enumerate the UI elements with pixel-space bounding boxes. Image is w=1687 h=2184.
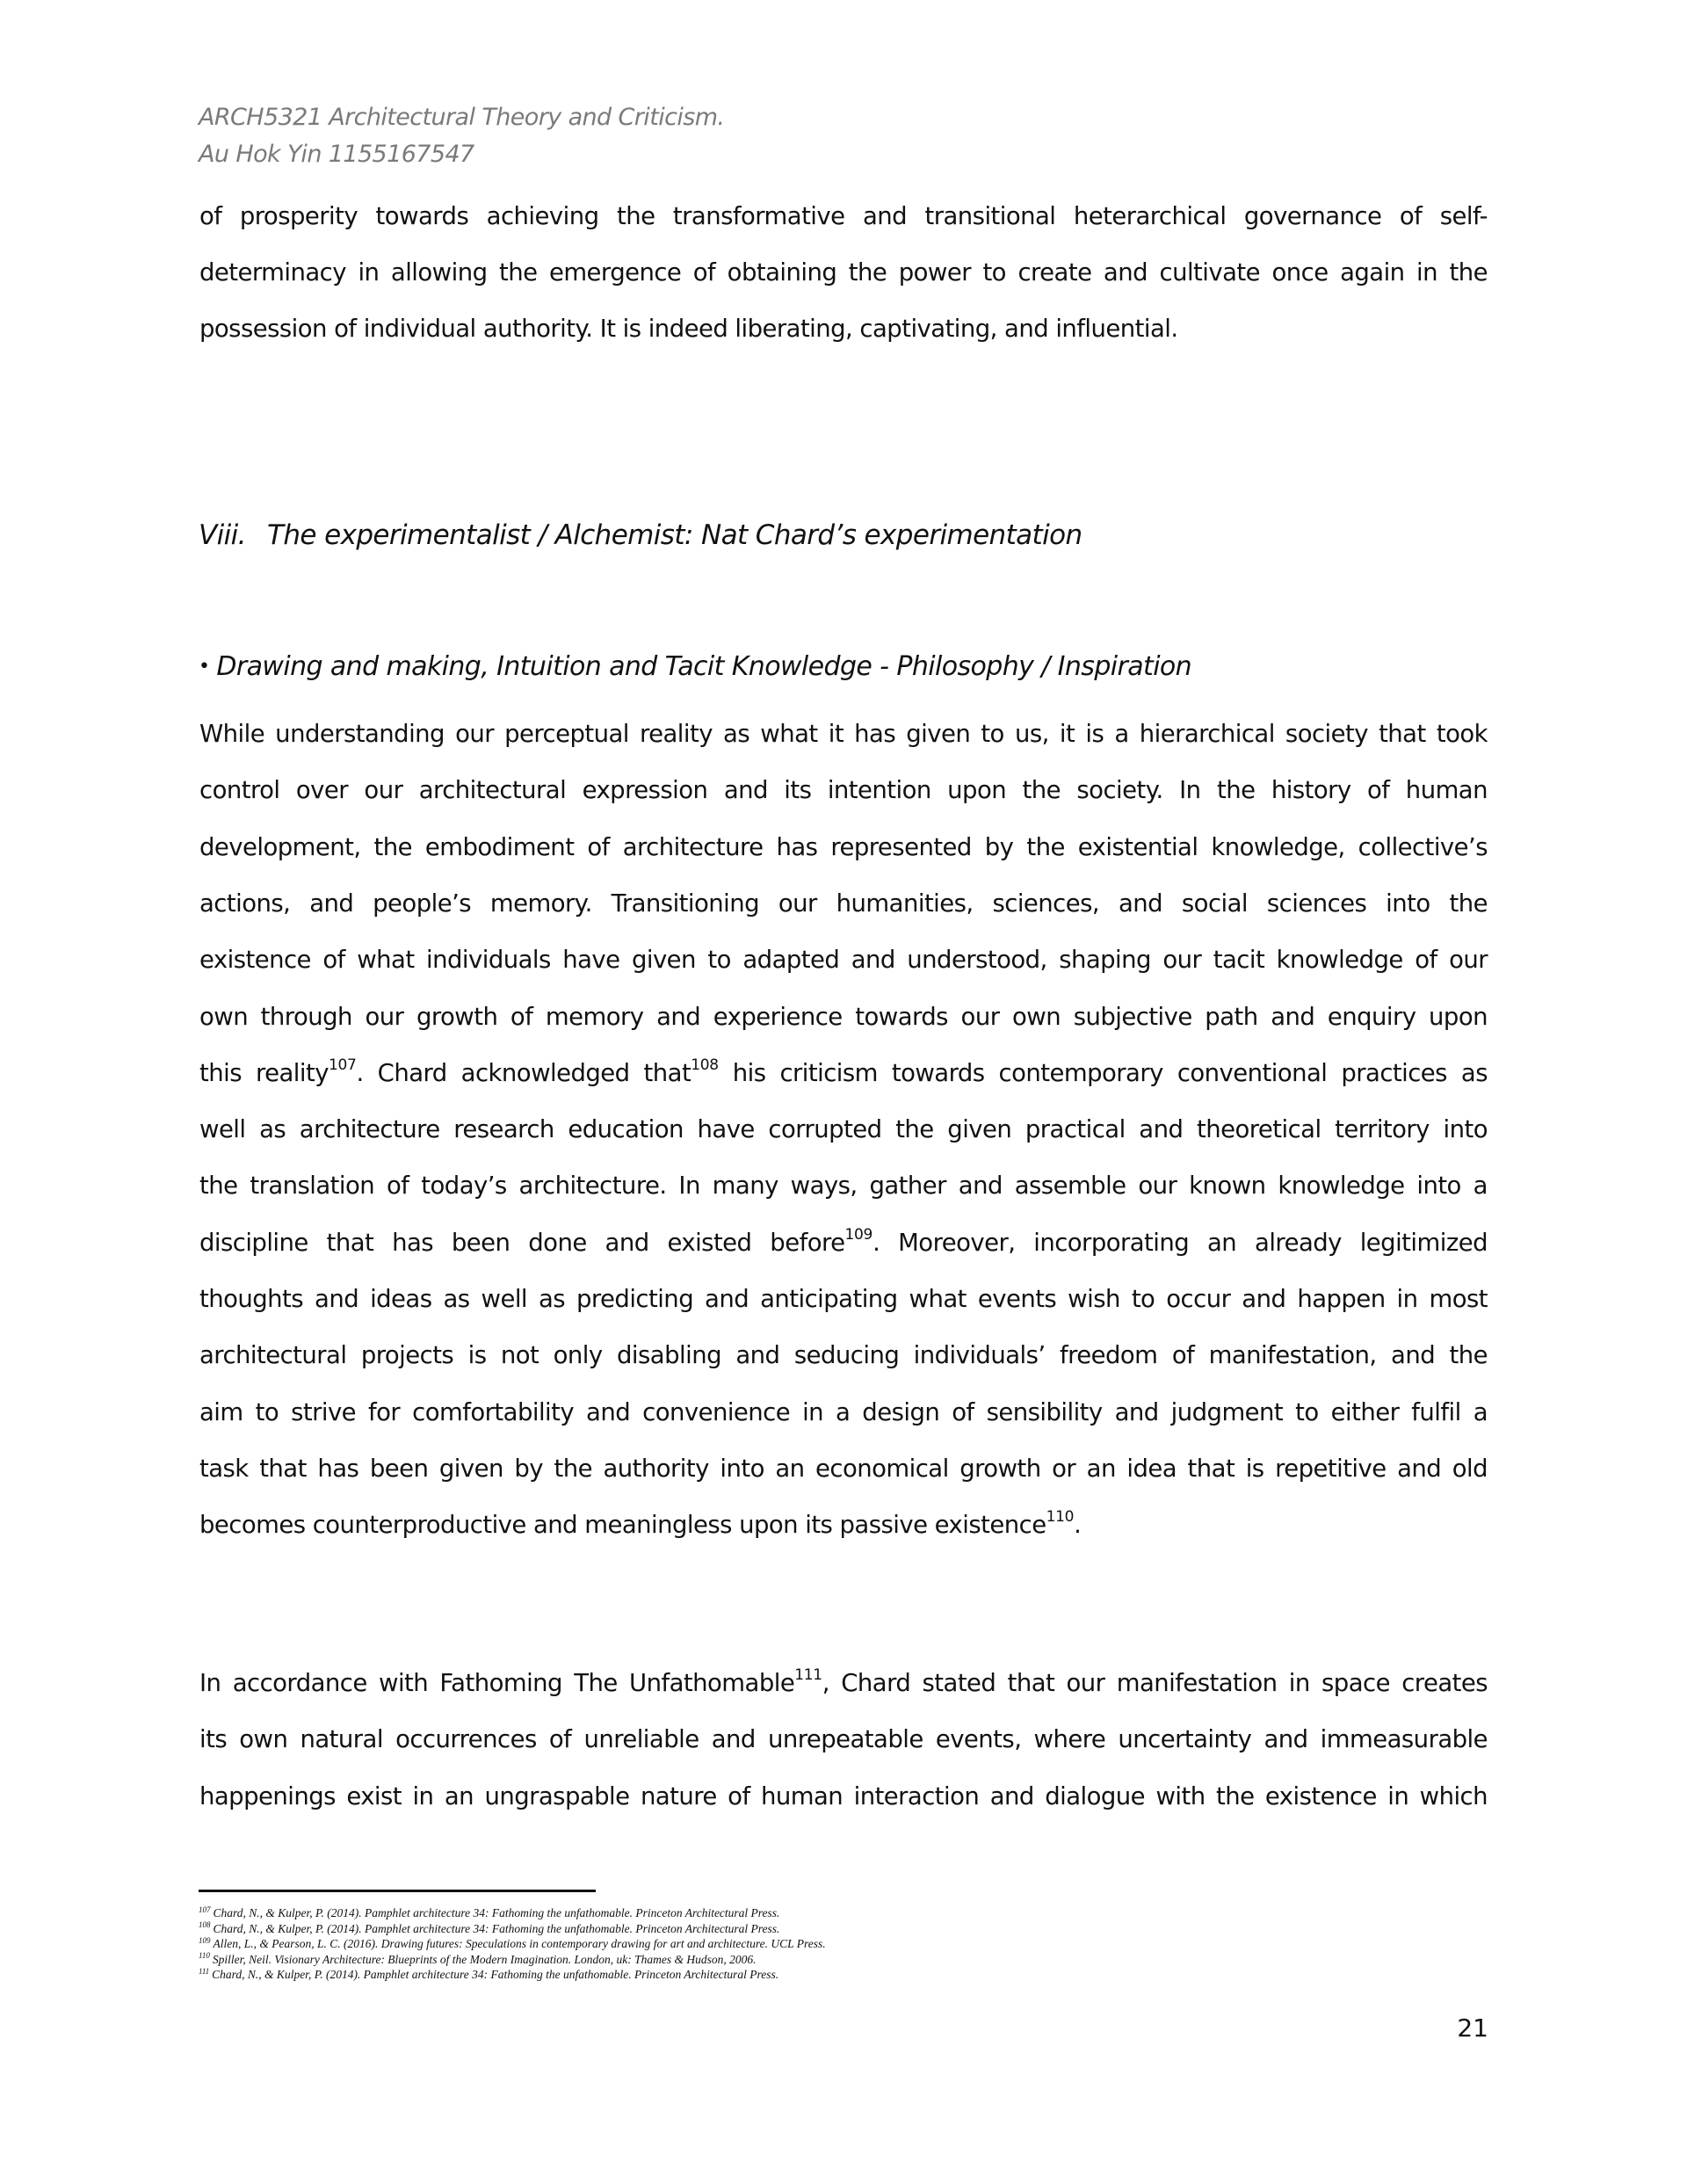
subheading-text: Drawing and making, Intuition and Tacit Knowledge - Philosophy / Inspiration [216, 651, 1192, 682]
header-author: Au Hok Yin 1155167547 [199, 141, 474, 168]
text-line: existence of what individuals have given to adapted and understood, shaping our tacit knowledge of our [199, 946, 1488, 975]
text-line: development, the embodiment of architecture has represented by the existential knowledge, collective’s [199, 832, 1488, 861]
text-line: While understanding our perceptual reality as what it has given to us, it is a hierarchical society that took [199, 720, 1488, 748]
footnote-number: 111 [199, 1966, 210, 1976]
text-run: , Chard stated that our manifestation in space creates [822, 1669, 1488, 1697]
footnote-text: Chard, N., & Kulper, P. (2014). Pamphlet architecture 34: Fathoming the unfathomable. Princeton Architectural Press. [212, 1968, 779, 1981]
text-run: In accordance with Fathoming The Unfathomable [199, 1669, 795, 1697]
footnote-text: Spiller, Neil. Visionary Architecture: Blueprints of the Modern Imagination. London, uk: Thames & Hudson, 2006. [212, 1952, 757, 1966]
section-heading [199, 516, 1082, 555]
footnote-text: Chard, N., & Kulper, P. (2014). Pamphlet architecture 34: Fathoming the unfathomable. Princeton Architectural Press. [213, 1921, 780, 1935]
footnote-number: 107 [199, 1905, 211, 1914]
footnote [199, 1905, 779, 1920]
text-line: well as architecture research education have corrupted the given practical and theoretical territory into [199, 1115, 1488, 1144]
section-title: The experimentalist / Alchemist: Nat Chard’s experimentation [267, 519, 1082, 551]
footnote-text: Allen, L., & Pearson, L. C. (2016). Drawing futures: Speculations in contemporary drawing for art and architecture. UCL Press. [213, 1937, 826, 1950]
text-run: . Moreover, incorporating an already legitimized [872, 1228, 1488, 1257]
text-line [199, 1056, 1488, 1091]
text-run: his criticism towards contemporary conventional practices as [718, 1058, 1488, 1087]
header-course: ARCH5321 Architectural Theory and Criticism. [199, 104, 725, 131]
text-line: own through our growth of memory and experience towards our own subjective path and enquiry upon [199, 1002, 1488, 1031]
footnote-separator [199, 1890, 596, 1892]
page-number: 21 [1457, 2013, 1488, 2043]
footnote-reference[interactable]: 110 [1046, 1508, 1075, 1527]
text-run: this reality [199, 1058, 329, 1087]
text-line [199, 1225, 1488, 1260]
text-line [199, 1665, 1488, 1701]
text-line: of prosperity towards achieving the transformative and transitional heterarchical governance of self- [199, 202, 1488, 230]
footnote [199, 1952, 757, 1967]
text-line: happenings exist in an ungraspable nature of human interaction and dialogue with the existence in which [199, 1781, 1488, 1810]
footnote-reference[interactable]: 111 [794, 1665, 822, 1684]
footnote-number: 109 [199, 1935, 211, 1945]
text-line: actions, and people’s memory. Transitioning our humanities, sciences, and social sciences into the [199, 889, 1488, 918]
footnote [199, 1936, 826, 1951]
text-line: thoughts and ideas as well as predicting and anticipating what events wish to occur and happen in most [199, 1285, 1488, 1313]
subheading [199, 648, 1191, 689]
footnote [199, 1967, 778, 1982]
text-run: . Chard acknowledged that [356, 1058, 691, 1087]
text-run: becomes counterproductive and meaningless upon its passive existence [199, 1511, 1046, 1540]
bullet-icon: • [199, 656, 210, 678]
text-line: architectural projects is not only disabling and seducing individuals’ freedom of manifestation, and the [199, 1341, 1488, 1370]
section-number: Viii. [199, 519, 246, 551]
text-run: . [1074, 1511, 1082, 1540]
text-line: determinacy in allowing the emergence of obtaining the power to create and cultivate once again in the [199, 258, 1488, 287]
footnote-reference[interactable]: 107 [328, 1056, 357, 1074]
text-line: task that has been given by the authority into an economical growth or an idea that is repetitive and old [199, 1454, 1488, 1483]
footnote-reference[interactable]: 109 [844, 1225, 873, 1244]
footnote-number: 108 [199, 1920, 211, 1929]
footnote-text: Chard, N., & Kulper, P. (2014). Pamphlet architecture 34: Fathoming the unfathomable. Princeton Architectural Press. [213, 1906, 780, 1919]
text-line: possession of individual authority. It is indeed liberating, captivating, and influential. [199, 315, 1178, 343]
text-run: discipline that has been done and existed before [199, 1228, 845, 1257]
footnote [199, 1921, 779, 1936]
text-line: control over our architectural expression and its intention upon the society. In the history of human [199, 776, 1488, 805]
text-line: aim to strive for comfortability and convenience in a design of sensibility and judgment to either fulfil a [199, 1397, 1488, 1426]
text-line: the translation of today’s architecture. In many ways, gather and assemble our known knowledge into a [199, 1172, 1488, 1201]
footnote-number: 110 [199, 1951, 210, 1960]
text-line: its own natural occurrences of unreliable and unrepeatable events, where uncertainty and immeasurable [199, 1725, 1488, 1754]
text-line [199, 1507, 1488, 1542]
footnote-reference[interactable]: 108 [691, 1056, 719, 1074]
